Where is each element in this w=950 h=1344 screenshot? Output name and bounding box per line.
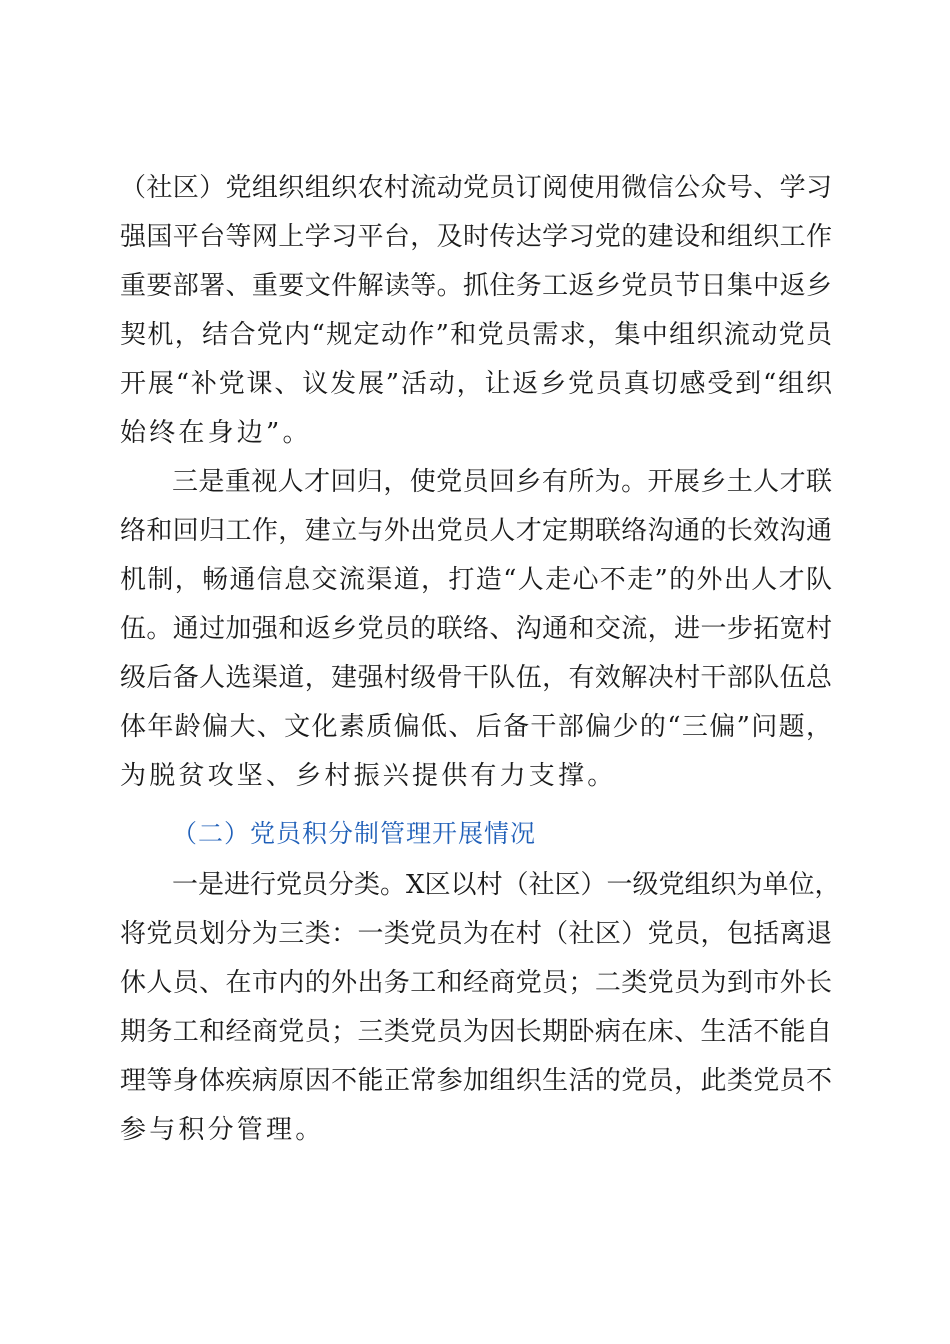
paragraph-line: 休人员、在市内的外出务工和经商党员；二类党员为到市外长 bbox=[120, 968, 832, 998]
paragraph-line: 络和回归工作，建立与外出党员人才定期联络沟通的长效沟通 bbox=[120, 516, 832, 546]
paragraph-line: 将党员划分为三类：一类党员为在村（社区）党员，包括离退 bbox=[120, 919, 832, 949]
paragraph-line: 强国平台等网上学习平台，及时传达学习党的建设和组织工作 bbox=[120, 222, 832, 252]
paragraph-line: 开展“补党课、议发展”活动，让返乡党员真切感受到“组织 bbox=[120, 369, 832, 399]
paragraph-line: 为脱贫攻坚、乡村振兴提供有力支撑。 bbox=[120, 761, 617, 791]
paragraph-line: 一是进行党员分类。X区以村（社区）一级党组织为单位， bbox=[172, 870, 841, 900]
paragraph-line: 理等身体疾病原因不能正常参加组织生活的党员，此类党员不 bbox=[120, 1066, 832, 1096]
paragraph-line: 重要部署、重要文件解读等。抓住务工返乡党员节日集中返乡 bbox=[120, 271, 832, 301]
paragraph-line: 机制，畅通信息交流渠道，打造“人走心不走”的外出人才队 bbox=[120, 565, 832, 595]
paragraph-line: 期务工和经商党员；三类党员为因长期卧病在床、生活不能自 bbox=[120, 1017, 832, 1047]
paragraph-line: 契机，结合党内“规定动作”和党员需求，集中组织流动党员 bbox=[120, 320, 832, 350]
paragraph-line: 始终在身边”。 bbox=[120, 418, 312, 448]
paragraph-line: 参与积分管理。 bbox=[120, 1115, 325, 1145]
paragraph-line: 级后备人选渠道，建强村级骨干队伍，有效解决村干部队伍总 bbox=[120, 663, 832, 693]
paragraph-line: 三是重视人才回归，使党员回乡有所为。开展乡土人才联 bbox=[172, 467, 832, 497]
paragraph-line: （社区）党组织组织农村流动党员订阅使用微信公众号、学习 bbox=[120, 173, 832, 203]
section-heading: （二）党员积分制管理开展情况 bbox=[172, 819, 537, 848]
paragraph-line: 体年龄偏大、文化素质偏低、后备干部偏少的“三偏”问题， bbox=[120, 712, 832, 742]
paragraph-line: 伍。通过加强和返乡党员的联络、沟通和交流，进一步拓宽村 bbox=[120, 614, 832, 644]
